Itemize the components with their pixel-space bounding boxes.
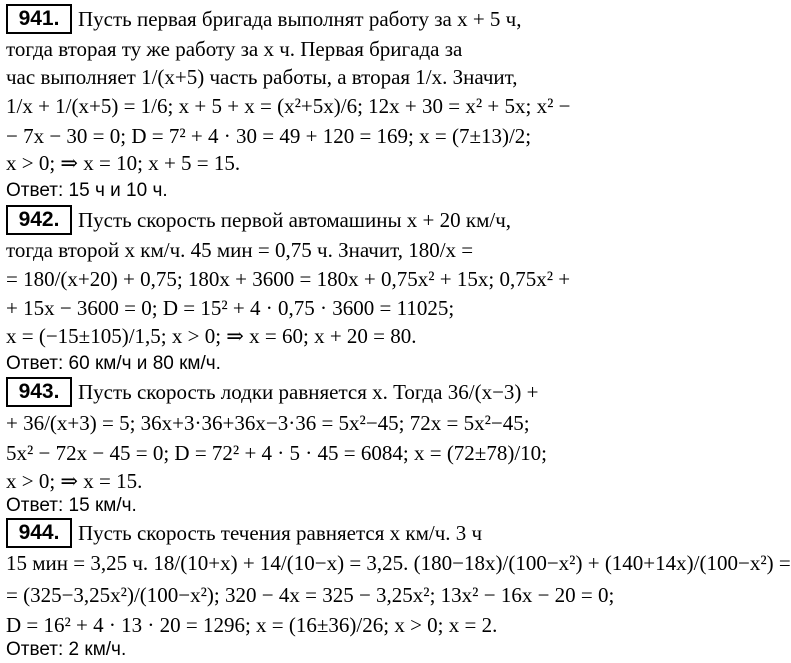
text-line: 15 мин = 3,25 ч. 18/(10+x) + 14/(10−x) = 3,25. (180−18x)/(100−x²) + (140+14x)/(100−x²) =: [6, 551, 791, 575]
text-line: + 36/(x+3) = 5; 36x+3·36+36x−3·36 = 5x²−45; 72x = 5x²−45;: [6, 411, 530, 435]
problem-number: 941.: [6, 4, 72, 34]
text-line: час выполняет 1/(x+5) часть работы, а вторая 1/x. Значит,: [6, 65, 518, 89]
problem-number: 944.: [6, 518, 72, 548]
problem-number: 943.: [6, 377, 72, 407]
text-line: x = (−15±105)/1,5; x > 0; ⇒ x = 60; x + 20 = 80.: [6, 324, 417, 348]
text-line: Пусть скорость первой автомашины x + 20 км/ч,: [78, 208, 512, 232]
answer: Ответ: 2 км/ч.: [6, 639, 127, 660]
text-line: = (325−3,25x²)/(100−x²); 320 − 4x = 325 − 3,25x²; 13x² − 16x − 20 = 0;: [6, 583, 615, 607]
text-line: Пусть скорость лодки равняется x. Тогда 36/(x−3) +: [78, 380, 539, 404]
text-line: x > 0; ⇒ x = 10; x + 5 = 15.: [6, 151, 241, 175]
text-line: 5x² − 72x − 45 = 0; D = 72² + 4 · 5 · 45 = 6084; x = (72±78)/10;: [6, 441, 547, 465]
text-line: тогда второй x км/ч. 45 мин = 0,75 ч. Значит, 180/x =: [6, 238, 474, 262]
text-line: x > 0; ⇒ x = 15.: [6, 469, 143, 493]
answer: Ответ: 15 км/ч.: [6, 495, 137, 516]
text-line: Пусть скорость течения равняется x км/ч. 3 ч: [78, 521, 483, 545]
answer: Ответ: 60 км/ч и 80 км/ч.: [6, 353, 221, 374]
text-line: D = 16² + 4 · 13 · 20 = 1296; x = (16±36)/26; x > 0; x = 2.: [6, 613, 498, 637]
text-line: Пусть первая бригада выполнят работу за x + 5 ч,: [78, 7, 522, 31]
text-line: + 15x − 3600 = 0; D = 15² + 4 · 0,75 · 3600 = 11025;: [6, 296, 455, 320]
problem-number: 942.: [6, 205, 72, 235]
text-line: = 180/(x+20) + 0,75; 180x + 3600 = 180x + 0,75x² + 15x; 0,75x² +: [6, 267, 571, 291]
text-line: тогда вторая ту же работу за x ч. Первая бригада за: [6, 37, 463, 61]
answer: Ответ: 15 ч и 10 ч.: [6, 180, 168, 201]
text-line: − 7x − 30 = 0; D = 7² + 4 · 30 = 49 + 120 = 169; x = (7±13)/2;: [6, 124, 532, 148]
text-line: 1/x + 1/(x+5) = 1/6; x + 5 + x = (x²+5x)/6; 12x + 30 = x² + 5x; x² −: [6, 94, 571, 118]
